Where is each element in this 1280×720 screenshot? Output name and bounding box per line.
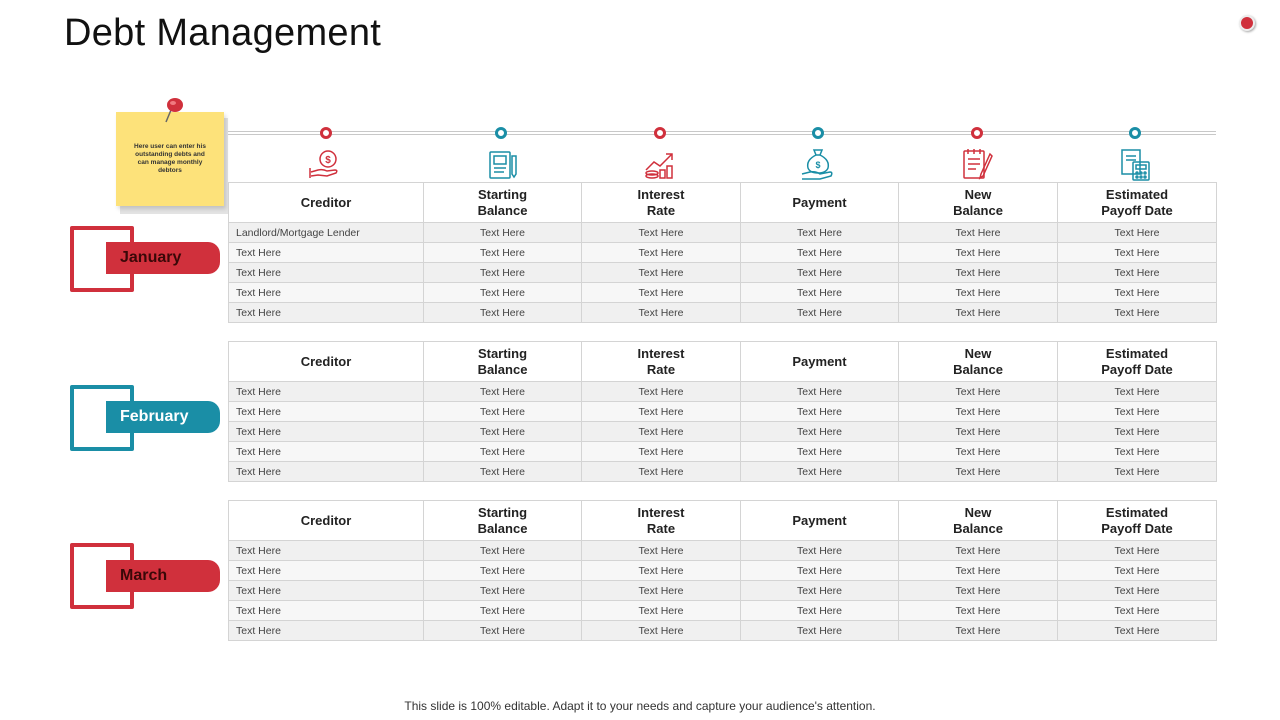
table-cell[interactable]: Text Here [741,263,899,283]
table-cell[interactable]: Text Here [741,462,899,482]
table-cell[interactable]: Text Here [582,581,741,601]
table-cell[interactable]: Text Here [1058,601,1217,621]
table-row [229,561,1217,581]
table-row [229,442,1217,462]
table-cell[interactable]: Text Here [424,621,582,641]
table-cell[interactable]: Text Here [424,382,582,402]
table-cell[interactable]: Text Here [741,442,899,462]
column-header: Estimated Payoff Date [1058,342,1217,382]
table-header-row [229,342,1217,382]
table-cell[interactable]: Text Here [1058,442,1217,462]
february-tab [106,401,220,433]
table-cell[interactable]: Text Here [899,263,1058,283]
table-row [229,223,1217,243]
table-cell[interactable]: Text Here [229,621,424,641]
table-cell[interactable]: Text Here [424,462,582,482]
table-cell[interactable]: Text Here [582,303,741,323]
table-cell[interactable]: Text Here [1058,581,1217,601]
table-cell[interactable]: Text Here [1058,621,1217,641]
table-cell[interactable]: Text Here [424,223,582,243]
table-cell[interactable]: Text Here [899,581,1058,601]
table-cell[interactable]: Text Here [424,601,582,621]
column-header: Interest Rate [582,501,741,541]
table-cell[interactable]: Text Here [899,541,1058,561]
column-header: Payment [741,183,899,223]
svg-text:$: $ [325,155,331,166]
timeline-node-starting-balance [495,127,507,139]
column-header: Starting Balance [424,342,582,382]
column-header: New Balance [899,183,1058,223]
table-cell[interactable]: Text Here [899,402,1058,422]
table-cell[interactable]: Text Here [424,561,582,581]
table-cell[interactable]: Text Here [899,382,1058,402]
table-row [229,462,1217,482]
table-header-row [229,501,1217,541]
table-cell[interactable]: Text Here [582,601,741,621]
notepad-pen-icon [959,146,995,182]
column-header: Creditor [229,501,424,541]
table-cell[interactable]: Text Here [1058,283,1217,303]
svg-text:$: $ [815,160,821,170]
table-cell[interactable]: Text Here [899,621,1058,641]
table-cell[interactable]: Text Here [582,402,741,422]
table-cell[interactable]: Text Here [741,402,899,422]
table-cell[interactable]: Text Here [741,422,899,442]
table-cell[interactable]: Text Here [899,223,1058,243]
table-cell[interactable]: Text Here [229,462,424,482]
table-cell[interactable]: Text Here [582,263,741,283]
table-cell[interactable]: Text Here [229,581,424,601]
column-header: Estimated Payoff Date [1058,501,1217,541]
table-cell[interactable]: Text Here [424,303,582,323]
february-label: February [120,408,189,425]
corner-dot [1239,15,1255,31]
table-row [229,621,1217,641]
table-cell[interactable]: Text Here [582,223,741,243]
table-row [229,263,1217,283]
column-header: Starting Balance [424,501,582,541]
growth-chart-coins-icon [642,146,678,182]
table-cell[interactable]: Text Here [582,243,741,263]
table-cell[interactable]: Text Here [229,422,424,442]
january-label: January [120,249,182,266]
march-label: March [120,567,168,584]
table-cell[interactable]: Text Here [899,561,1058,581]
table-cell[interactable]: Text Here [741,541,899,561]
table-cell[interactable]: Text Here [229,243,424,263]
table-cell[interactable]: Text Here [582,442,741,462]
table-cell[interactable]: Text Here [741,243,899,263]
table-cell[interactable]: Text Here [741,223,899,243]
table-cell[interactable]: Text Here [582,621,741,641]
table-cell[interactable]: Text Here [1058,303,1217,323]
timeline-node-payoff-date [1129,127,1141,139]
february-table [228,341,1217,482]
table-row [229,422,1217,442]
table-row [229,541,1217,561]
table-cell[interactable]: Text Here [1058,561,1217,581]
table-cell[interactable]: Text Here [899,283,1058,303]
calculator-document-icon [1117,146,1153,182]
sticky-note-text: Here user can enter his outstanding debts and can manage monthly debtors [134,143,206,174]
page-title: Debt Management [64,12,382,54]
table-row [229,581,1217,601]
table-cell[interactable]: Text Here [229,601,424,621]
table-cell[interactable]: Text Here [582,422,741,442]
table-header-row [229,183,1217,223]
column-header: Payment [741,501,899,541]
table-cell[interactable]: Text Here [229,303,424,323]
table-cell[interactable]: Text Here [582,541,741,561]
money-bag-hand-icon [800,146,836,182]
column-header: New Balance [899,501,1058,541]
timeline-node-new-balance [971,127,983,139]
timeline-node-interest-rate [654,127,666,139]
table-cell[interactable]: Text Here [424,402,582,422]
table-cell[interactable]: Text Here [229,382,424,402]
march-tab [106,560,220,592]
document-pen-icon [484,146,520,182]
table-cell[interactable]: Text Here [229,402,424,422]
table-row [229,402,1217,422]
column-header: Interest Rate [582,183,741,223]
table-cell[interactable]: Text Here [424,541,582,561]
table-cell[interactable]: Text Here [582,283,741,303]
footer-note: This slide is 100% editable. Adapt it to your needs and capture your audience's attention. [404,699,876,713]
january-tab [106,242,220,274]
table-cell[interactable]: Text Here [1058,223,1217,243]
table-cell[interactable]: Text Here [1058,382,1217,402]
table-cell[interactable]: Text Here [741,621,899,641]
column-header: Interest Rate [582,342,741,382]
table-cell[interactable]: Text Here [424,283,582,303]
column-header: Starting Balance [424,183,582,223]
table-cell[interactable]: Text Here [899,243,1058,263]
table-cell[interactable]: Text Here [229,561,424,581]
table-cell[interactable]: Text Here [899,422,1058,442]
table-cell[interactable]: Text Here [1058,243,1217,263]
table-cell[interactable]: Text Here [1058,263,1217,283]
table-cell[interactable]: Text Here [899,442,1058,462]
column-header: Payment [741,342,899,382]
table-cell[interactable]: Text Here [582,462,741,482]
timeline-node-creditor [320,127,332,139]
column-header: Creditor [229,342,424,382]
table-row [229,601,1217,621]
column-header: New Balance [899,342,1058,382]
table-cell[interactable]: Text Here [899,462,1058,482]
table-cell[interactable]: Text Here [424,581,582,601]
table-cell[interactable]: Text Here [1058,541,1217,561]
table-cell[interactable]: Text Here [899,303,1058,323]
march-table [228,500,1217,641]
table-cell[interactable]: Text Here [1058,462,1217,482]
table-cell[interactable]: Text Here [741,382,899,402]
table-cell[interactable]: Text Here [424,243,582,263]
push-pin-icon [163,96,185,124]
column-header: Creditor [229,183,424,223]
table-cell[interactable]: Text Here [741,601,899,621]
table-cell[interactable]: Text Here [424,263,582,283]
table-cell[interactable]: Landlord/Mortgage Lender [229,223,424,243]
table-cell[interactable]: Text Here [582,561,741,581]
table-row [229,382,1217,402]
table-cell[interactable]: Text Here [741,283,899,303]
table-cell[interactable]: Text Here [899,601,1058,621]
timeline-node-payment [812,127,824,139]
table-cell[interactable]: Text Here [229,263,424,283]
table-cell[interactable]: Text Here [229,283,424,303]
money-hand-icon [308,146,344,182]
table-cell[interactable]: Text Here [741,581,899,601]
january-table [228,182,1217,323]
table-cell[interactable]: Text Here [229,442,424,462]
table-cell[interactable]: Text Here [424,442,582,462]
sticky-note [116,112,224,206]
table-cell[interactable]: Text Here [1058,402,1217,422]
table-row [229,303,1217,323]
timeline-line [228,131,1216,135]
table-cell[interactable]: Text Here [741,561,899,581]
table-cell[interactable]: Text Here [229,541,424,561]
table-cell[interactable]: Text Here [582,382,741,402]
table-row [229,283,1217,303]
table-cell[interactable]: Text Here [1058,422,1217,442]
table-cell[interactable]: Text Here [424,422,582,442]
column-header: Estimated Payoff Date [1058,183,1217,223]
table-row [229,243,1217,263]
table-cell[interactable]: Text Here [741,303,899,323]
